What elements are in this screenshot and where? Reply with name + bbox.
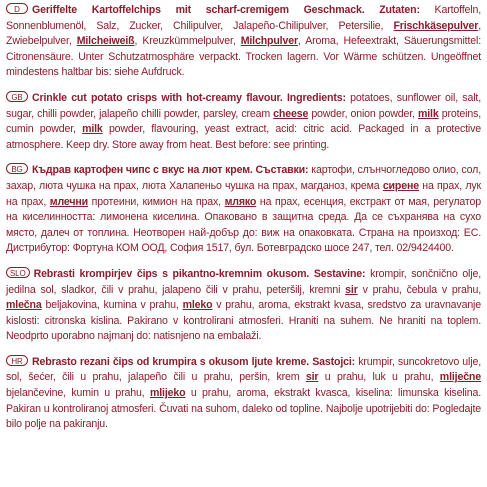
section-slo — [6, 267, 481, 345]
allergen-word: Frischkäsepulver — [393, 19, 479, 32]
ingredient-text: krompir, sončnično olje, jedilna sol, sladkor, čili v prahu, jalapeno čili v prahu, peteršilj, kremni — [6, 267, 481, 296]
ingredient-text: potatoes, sunflower oil, salt, sugar, chilli powder, jalapeño chilli powder, parsley, cream — [6, 91, 481, 120]
language-badge-slo: SLO — [6, 267, 30, 278]
allergen-word: сирене — [382, 179, 419, 192]
section-text-gb — [6, 91, 481, 153]
allergen-word: milk — [417, 107, 439, 120]
ingredient-text: u prahu, luk u prahu, — [318, 371, 440, 384]
ingredient-text: u prahu, aroma, ekstrakt kvasca, kiselina: limunska kiselina. Pakiran u kontroliranoj atmosferi. Čuvati na suhom, daleko od topline. Najbolje upotrijebiti do: Pogledajte bilo polje na pakiranju. — [6, 387, 482, 431]
allergen-word: mlijeko — [149, 387, 186, 400]
language-badge-hr: HR — [6, 355, 28, 366]
ingredient-text: , Kreuzkümmelpulver, — [134, 35, 241, 48]
allergen-word: sir — [305, 371, 319, 384]
product-title: Geriffelte Kartoffelchips mit scharf-cremigem Geschmack. Zutaten: — [32, 4, 420, 16]
product-title: Rebrasto rezani čips od krumpira s okusom ljute kreme. Sastojci: — [32, 355, 356, 368]
section-text-slo — [6, 267, 481, 345]
product-title: Къдрав картофен чипс с вкус на лют крем. Съставки: — [32, 164, 309, 177]
ingredient-text: на прах, лук на прах, — [6, 179, 481, 208]
allergen-word: млечни — [49, 195, 89, 208]
ingredient-text: , Aroma, Hefeextrakt, Säuerungsmittel: Citronensäure. Unter Schutzatmosphäre verpackt. Trocken lagern. Vor Wärme schützen. Ungeöffnet mindestens haltbar bis: siehe Aufdruck. — [6, 35, 481, 79]
section-text-hr — [6, 355, 481, 433]
allergen-word: mliječne — [439, 371, 481, 384]
language-badge-gb: GB — [6, 91, 28, 102]
allergen-word: mleko — [182, 299, 213, 312]
ingredient-text: bjelančevine, kumin u prahu, — [6, 387, 150, 400]
language-badge-bg: BG — [6, 163, 28, 174]
ingredient-text: протеини, кимион на прах, — [88, 195, 225, 208]
ingredient-text: powder, onion powder, — [308, 107, 418, 120]
ingredient-text: beljakovina, kumina v prahu, — [41, 299, 183, 312]
allergen-word: sir — [345, 283, 358, 296]
section-text-bg — [6, 163, 481, 257]
allergen-word: Milcheiweiß — [76, 35, 135, 48]
section-de — [6, 3, 481, 81]
section-text-de — [6, 3, 481, 81]
product-title: Rebrasti krompirjev čips s pikantno-kremnim okusom. Sestavine: — [33, 267, 366, 280]
ingredient-text: krumpir, suncokretovo ulje, sol, šećer, čili u prahu, jalapeño čili u prahu, peršin, krem — [6, 355, 481, 384]
section-bg — [6, 163, 481, 257]
ingredient-text: Kartoffeln, Sonnenblumenöl, Salz, Zucker, Chilipulver, Jalapeño-Chilipulver, Petersilie, — [6, 4, 481, 32]
section-hr — [6, 355, 481, 433]
ingredient-text: powder, flavouring, yeast extract, acid: citric acid. Packaged in a protective atmosphere. Keep dry. Store away from heat. Best before: see printing. — [6, 123, 481, 151]
allergen-word: Milchpulver — [240, 35, 298, 48]
allergen-word: cheese — [273, 107, 309, 120]
allergen-word: milk — [82, 123, 103, 136]
allergen-word: мляко — [224, 195, 257, 208]
ingredient-text: proteins, cumin powder, — [6, 107, 482, 136]
allergen-word: mlečna — [6, 299, 42, 312]
section-gb — [6, 91, 481, 153]
product-title: Crinkle cut potato crisps with hot-creamy flavour. Ingredients: — [32, 91, 346, 104]
ingredient-text: картофи, слънчогледово олио, сол, захар, люта чушка на прах, люта Халапеньо чушка на прах, магданоз, крема — [6, 164, 481, 192]
ingredient-text: , Zwiebelpulver, — [6, 19, 481, 48]
ingredient-text: v prahu, čebula v prahu, — [357, 283, 481, 296]
ingredient-text: v prahu, aroma, ekstrakt kvasa, sredstvo za uravnavanje kislosti: citronska kislina. Pakirano v kontrolirani atmosferi. Hraniti na suhem. Ne hraniti na toplem. Neodprto uporabno najmanj do: natisnjeno na embalaži. — [6, 299, 482, 343]
ingredient-text: на прах, есенция, екстракт от мая, регулатор на киселинността: лимонена киселина. Опаковано в защитна среда. Да се съхранява на сухо място, далеч от топлина. Неотворен най-добър до: виж на опаковката. Страна на произход: ЕС. Дистрибутор: Фортуна КОМ ООД, София 1517, бул. Ботевградско шосе 247, тел. 02/9424400. — [6, 195, 481, 255]
language-badge-de: D — [6, 3, 28, 14]
